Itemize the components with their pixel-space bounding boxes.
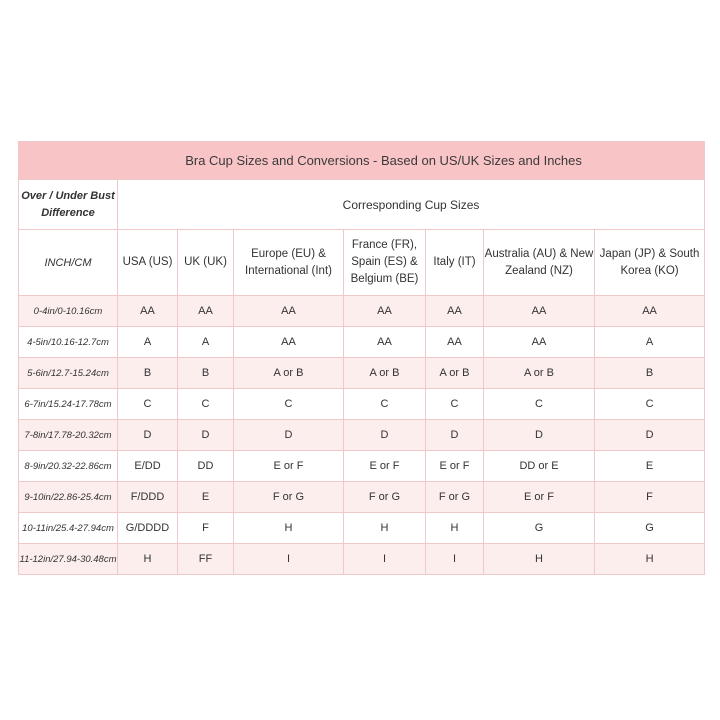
cup-size-cell: F or G (426, 482, 484, 513)
cup-size-cell: E or F (484, 482, 595, 513)
cup-size-cell: A (595, 327, 705, 358)
cup-size-cell: A or B (234, 358, 344, 389)
cup-size-cell: E/DD (118, 451, 178, 482)
unit-header: INCH/CM (19, 230, 118, 296)
cup-size-cell: AA (234, 327, 344, 358)
cup-size-cell: A or B (426, 358, 484, 389)
cup-size-cell: DD (178, 451, 234, 482)
cup-size-cell: D (118, 420, 178, 451)
column-header-au: Australia (AU) & New Zealand (NZ) (484, 230, 595, 296)
cup-size-cell: H (234, 513, 344, 544)
cup-size-cell: D (426, 420, 484, 451)
table-row (19, 420, 705, 451)
cup-size-cell: G (484, 513, 595, 544)
cup-size-cell: A or B (344, 358, 426, 389)
cup-size-cell: G/DDDD (118, 513, 178, 544)
cup-size-cell: H (118, 544, 178, 575)
bust-difference-range: 8-9in/20.32-22.86cm (19, 451, 118, 482)
cup-size-cell: AA (344, 296, 426, 327)
column-header-eu: Europe (EU) & International (Int) (234, 230, 344, 296)
cup-size-cell: AA (234, 296, 344, 327)
cup-size-cell: F (595, 482, 705, 513)
cup-size-cell: I (344, 544, 426, 575)
cup-size-cell: D (344, 420, 426, 451)
bust-difference-range: 9-10in/22.86-25.4cm (19, 482, 118, 513)
cup-size-cell: AA (484, 296, 595, 327)
column-header-uk: UK (UK) (178, 230, 234, 296)
cup-size-cell: B (178, 358, 234, 389)
bust-difference-header: Over / Under Bust Difference (19, 180, 118, 230)
cup-size-cell: I (234, 544, 344, 575)
cup-size-cell: D (178, 420, 234, 451)
bust-difference-range: 4-5in/10.16-12.7cm (19, 327, 118, 358)
cup-size-cell: AA (426, 327, 484, 358)
bust-difference-range: 6-7in/15.24-17.78cm (19, 389, 118, 420)
cup-size-cell: B (595, 358, 705, 389)
cup-size-cell: C (178, 389, 234, 420)
cup-size-cell: D (484, 420, 595, 451)
cup-size-cell: E or F (344, 451, 426, 482)
cup-size-cell: C (595, 389, 705, 420)
bra-size-conversion-table (18, 141, 705, 575)
cup-sizes-group-header: Corresponding Cup Sizes (118, 180, 705, 230)
cup-size-cell: F or G (234, 482, 344, 513)
cup-size-cell: F or G (344, 482, 426, 513)
column-header-fr: France (FR), Spain (ES) & Belgium (BE) (344, 230, 426, 296)
table-row (19, 544, 705, 575)
cup-size-cell: H (484, 544, 595, 575)
group-header-row (19, 180, 705, 230)
cup-size-cell: A (118, 327, 178, 358)
cup-size-cell: E or F (426, 451, 484, 482)
cup-size-cell: G (595, 513, 705, 544)
table-row (19, 482, 705, 513)
cup-size-cell: C (426, 389, 484, 420)
cup-size-cell: C (344, 389, 426, 420)
table-row (19, 327, 705, 358)
table-body (19, 296, 705, 575)
table-row (19, 389, 705, 420)
cup-size-cell: I (426, 544, 484, 575)
title-row (19, 142, 705, 180)
cup-size-cell: AA (178, 296, 234, 327)
bust-difference-range: 10-11in/25.4-27.94cm (19, 513, 118, 544)
cup-size-cell: E or F (234, 451, 344, 482)
table-row (19, 358, 705, 389)
cup-size-cell: AA (118, 296, 178, 327)
bust-difference-range: 7-8in/17.78-20.32cm (19, 420, 118, 451)
cup-size-cell: B (118, 358, 178, 389)
cup-size-cell: C (484, 389, 595, 420)
table-row (19, 451, 705, 482)
cup-size-cell: AA (426, 296, 484, 327)
cup-size-cell: AA (595, 296, 705, 327)
table-row (19, 296, 705, 327)
cup-size-cell: C (234, 389, 344, 420)
table-row (19, 513, 705, 544)
cup-size-cell: H (595, 544, 705, 575)
column-header-jp: Japan (JP) & South Korea (KO) (595, 230, 705, 296)
cup-size-cell: H (426, 513, 484, 544)
cup-size-cell: F/DDD (118, 482, 178, 513)
bust-difference-range: 5-6in/12.7-15.24cm (19, 358, 118, 389)
cup-size-cell: FF (178, 544, 234, 575)
cup-size-cell: H (344, 513, 426, 544)
bust-difference-range: 0-4in/0-10.16cm (19, 296, 118, 327)
table-title: Bra Cup Sizes and Conversions - Based on US/UK Sizes and Inches (19, 142, 705, 180)
cup-size-cell: D (234, 420, 344, 451)
cup-size-cell: AA (344, 327, 426, 358)
cup-size-cell: F (178, 513, 234, 544)
cup-size-cell: A (178, 327, 234, 358)
bust-difference-range: 11-12in/27.94-30.48cm (19, 544, 118, 575)
column-header-us: USA (US) (118, 230, 178, 296)
cup-size-cell: D (595, 420, 705, 451)
cup-size-cell: AA (484, 327, 595, 358)
column-header-it: Italy (IT) (426, 230, 484, 296)
cup-size-cell: E (178, 482, 234, 513)
cup-size-cell: C (118, 389, 178, 420)
cup-size-cell: DD or E (484, 451, 595, 482)
cup-size-cell: E (595, 451, 705, 482)
cup-size-cell: A or B (484, 358, 595, 389)
country-header-row (19, 230, 705, 296)
